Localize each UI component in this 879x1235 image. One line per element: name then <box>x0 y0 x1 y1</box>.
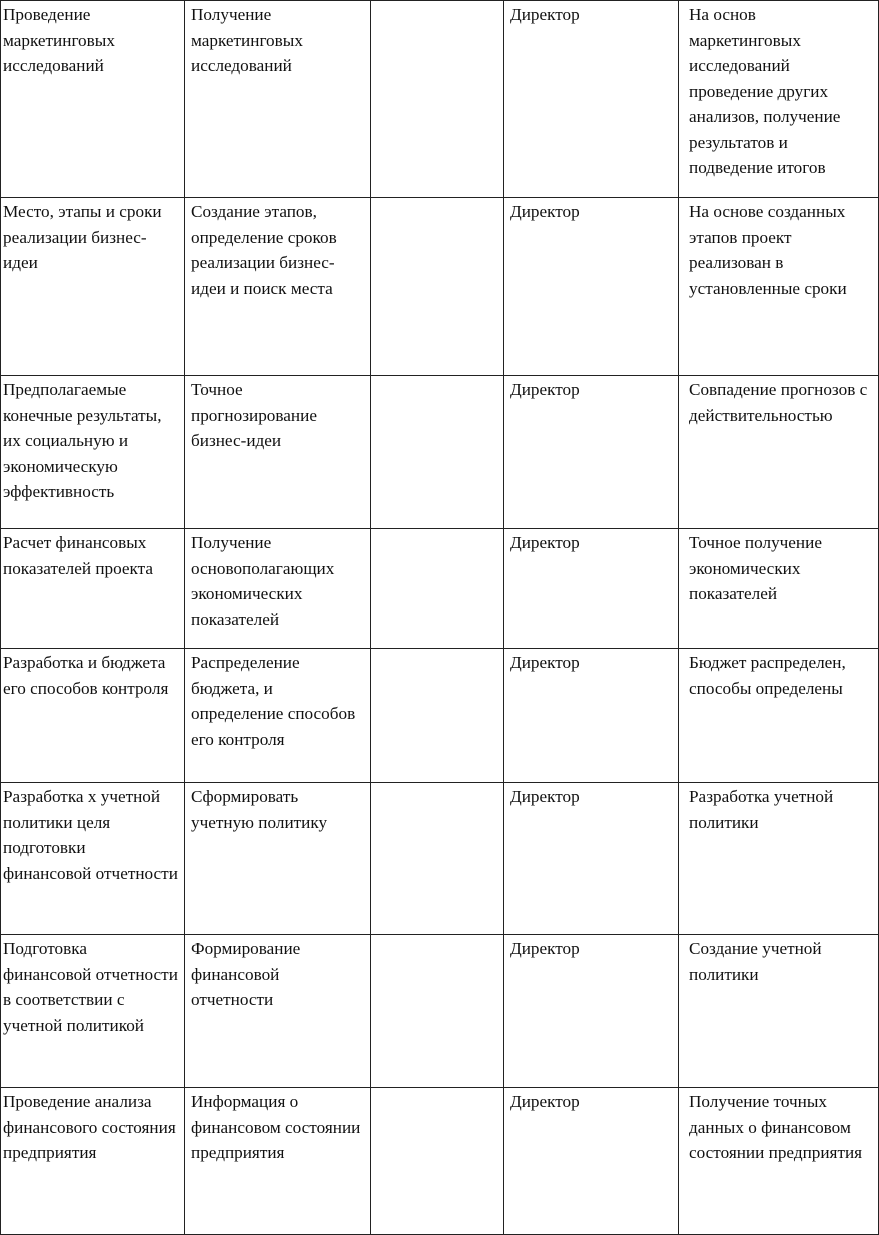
table-row <box>1 529 879 649</box>
result-cell <box>679 935 879 1088</box>
empty-cell <box>371 529 504 649</box>
result-cell-text: Совпадение прогнозов с действительностью <box>689 380 868 425</box>
empty-cell <box>371 376 504 529</box>
responsible-cell-text: Директор <box>510 1092 580 1111</box>
responsible-cell <box>504 198 679 376</box>
task-cell <box>1 649 185 783</box>
action-cell <box>185 649 371 783</box>
task-cell-text: Место, этапы и сроки реализации бизнес-идеи <box>3 202 162 272</box>
action-cell <box>185 529 371 649</box>
task-cell <box>1 198 185 376</box>
task-cell <box>1 1 185 198</box>
table-row <box>1 783 879 935</box>
task-cell-text: Подготовка финансовой отчетности в соответствии с учетной политикой <box>3 939 178 1035</box>
action-cell-text: Создание этапов, определение сроков реализации бизнес-идеи и поиск места <box>191 202 337 298</box>
result-cell-text: Получение точных данных о финансовом состоянии предприятия <box>689 1092 863 1162</box>
action-cell-text: Получение маркетинговых исследований <box>191 5 303 75</box>
empty-cell <box>371 649 504 783</box>
task-cell-text: Расчет финансовых показателей проекта <box>3 533 154 578</box>
responsible-cell <box>504 376 679 529</box>
table-row <box>1 1088 879 1235</box>
action-cell-text: Информация о финансовом состоянии предприятия <box>191 1092 361 1162</box>
action-cell <box>185 783 371 935</box>
task-cell <box>1 935 185 1088</box>
result-cell <box>679 649 879 783</box>
action-cell-text: Формирование финансовой отчетности <box>191 939 301 1009</box>
responsible-cell <box>504 1 679 198</box>
responsible-cell-text: Директор <box>510 533 580 552</box>
responsible-cell-text: Директор <box>510 787 580 806</box>
empty-cell <box>371 1088 504 1235</box>
action-cell <box>185 376 371 529</box>
result-cell <box>679 783 879 935</box>
responsible-cell <box>504 1088 679 1235</box>
responsible-cell-text: Директор <box>510 202 580 221</box>
action-cell <box>185 1 371 198</box>
responsible-cell <box>504 649 679 783</box>
responsible-cell-text: Директор <box>510 653 580 672</box>
task-cell <box>1 1088 185 1235</box>
result-cell <box>679 1088 879 1235</box>
result-cell-text: Разработка учетной политики <box>689 787 834 832</box>
action-cell-text: Точное прогнозирование бизнес-идеи <box>191 380 317 450</box>
responsible-cell <box>504 529 679 649</box>
task-cell <box>1 529 185 649</box>
responsible-cell-text: Директор <box>510 5 580 24</box>
task-cell-text: Разработка х учетной политики целя подготовки финансовой отчетности <box>3 787 178 883</box>
result-cell <box>679 529 879 649</box>
result-cell-text: Бюджет распределен, способы определены <box>689 653 846 698</box>
action-cell <box>185 198 371 376</box>
result-cell-text: Создание учетной политики <box>689 939 822 984</box>
responsible-cell <box>504 783 679 935</box>
action-cell <box>185 1088 371 1235</box>
action-cell-text: Сформировать учетную политику <box>191 787 328 832</box>
task-cell-text: Проведение анализа финансового состояния предприятия <box>3 1092 176 1162</box>
action-cell-text: Распределение бюджета, и определение способов его контроля <box>191 653 356 749</box>
task-cell <box>1 783 185 935</box>
table-row <box>1 935 879 1088</box>
responsible-cell <box>504 935 679 1088</box>
task-cell-text: Предполагаемые конечные результаты, их социальную и экономическую эффективность <box>3 380 162 501</box>
empty-cell <box>371 198 504 376</box>
task-cell <box>1 376 185 529</box>
result-cell <box>679 1 879 198</box>
result-cell-text: На основе созданных этапов проект реализован в установленные сроки <box>689 202 847 298</box>
plan-table-body <box>1 1 879 1235</box>
table-row <box>1 198 879 376</box>
table-row <box>1 1 879 198</box>
result-cell-text: На основ маркетинговых исследований проведение других анализов, получение результатов и подведение итогов <box>689 5 841 177</box>
action-cell <box>185 935 371 1088</box>
task-cell-text: Разработка и бюджета его способов контроля <box>3 653 169 698</box>
result-cell-text: Точное получение экономических показателей <box>689 533 822 603</box>
action-cell-text: Получение основополагающих экономических показателей <box>191 533 335 629</box>
result-cell <box>679 198 879 376</box>
empty-cell <box>371 783 504 935</box>
empty-cell <box>371 935 504 1088</box>
table-row <box>1 376 879 529</box>
empty-cell <box>371 1 504 198</box>
result-cell <box>679 376 879 529</box>
responsible-cell-text: Директор <box>510 939 580 958</box>
responsible-cell-text: Директор <box>510 380 580 399</box>
table-row <box>1 649 879 783</box>
task-cell-text: Проведение маркетинговых исследований <box>3 5 115 75</box>
